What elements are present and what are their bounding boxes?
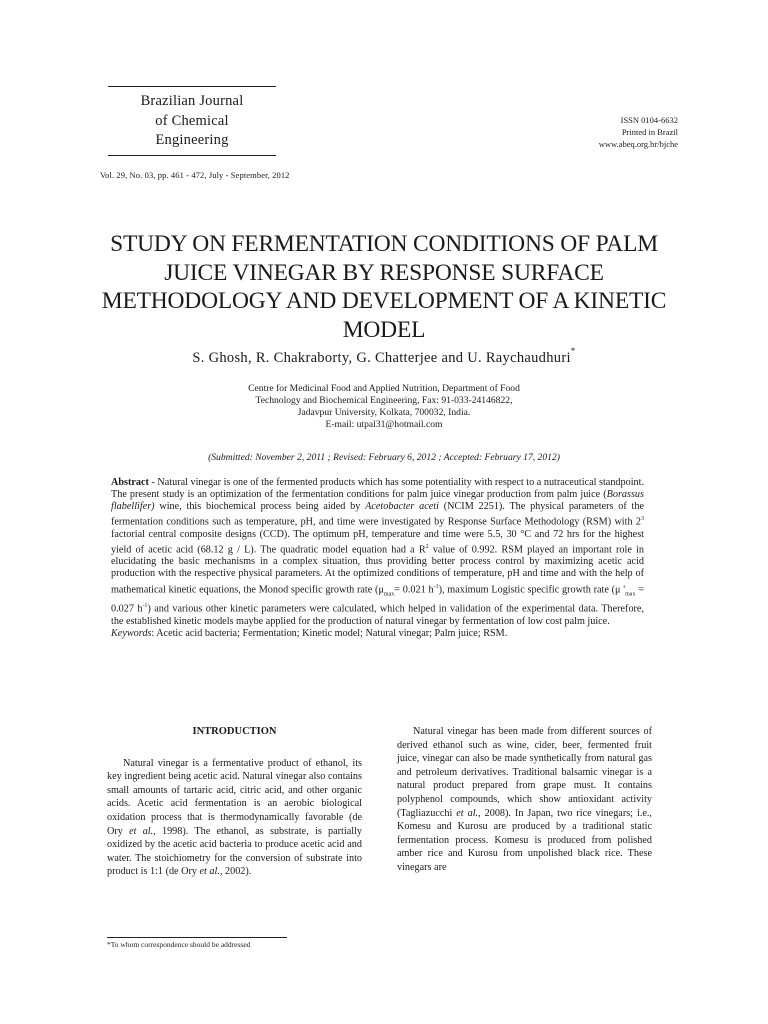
submission-dates: (Submitted: November 2, 2011 ; Revised: February 6, 2012 ; Accepted: February 17, 2012) bbox=[208, 452, 560, 463]
paragraph: Natural vinegar has been made from different sources of derived ethanol such as wine, cider, beer, fermented fruit juice, vinegar can also be made synthetically from natural gas and petroleum derivatives. Traditional balsamic vinegar is a natural product prepared from grape must. It contains polyphenol compounds, which show antioxidant activity (Tagliazucchi et al., 2008). In Japan, two rice vinegars; i.e., Komesu and Kurosu are produced by a traditional static fermentation process. Komesu is produced from polished amber rice and Kurosu from unpolished black rice. These vinegars are bbox=[397, 726, 652, 873]
abstract: Abstract - Natural vinegar is one of the fermented products which has some potentiality with respect to a nutraceutical standpoint. The present study is an optimization of the fermentation conditions for palm juice vinegar production from palm juice (Borassus flabellifer) wine, this biochemical process being aided by Acetobacter aceti (NCIM 2251). The physical parameters of the fermentation conditions such as temperature, pH, and time were investigated by Response Surface Methodology (RSM) with $2^3$ factorial central composite designs (CCD). The optimum pH, temperature and time were 5.5, 30 °C and 72 hrs for the highest yield of acetic acid (68.12 g / L). The quadratic model equation had a $R^2$ value of 0.992. RSM played an important role in elucidating the basic mechanisms in a complex situation, thus providing better process control by maximizing acetic acid production with the respective physical parameters. At the optimized conditions of temperature, pH and time and with the help of mathematical kinetic equations, the Monod specific growth rate ($\mu_{max}= 0.021$ $h^{-1}$), maximum Logistic specific growth rate (μ '$_{max} = 0.027$ $h^{-1}$) and various other kinetic parameters were calculated, which helped in validation of the experimental data. Therefore, the established kinetic models maybe applied for the production of natural vinegar by fermentation of low cost palm juice. Keywords: Acetic acid bacteria; Fermentation; Kinetic model; Natural vinegar; Palm juice; RSM. bbox=[111, 477, 645, 639]
volume-line: Vol. 29, No. 03, pp. 461 - 472, July - September, 2012 bbox=[100, 170, 290, 180]
journal-url[interactable]: www.abeq.org.br/bjche bbox=[598, 139, 678, 149]
footnote-rule bbox=[107, 937, 287, 938]
printed-in: Printed in Brazil bbox=[621, 127, 678, 137]
authors: S. Ghosh, R. Chakraborty, G. Chatterjee and U. Raychaudhuri* bbox=[192, 346, 576, 366]
journal-masthead bbox=[108, 86, 276, 156]
section-heading-introduction: INTRODUCTION bbox=[192, 726, 277, 737]
journal-name: Brazilian Journal of Chemical Engineering bbox=[140, 93, 244, 148]
keywords-label: Keywords bbox=[111, 627, 152, 639]
keywords: : Acetic acid bacteria; Fermentation; Kinetic model; Natural vinegar; Palm juice; RSM. bbox=[151, 627, 508, 639]
corresponding-mark: * bbox=[570, 346, 576, 356]
left-column bbox=[107, 725, 362, 879]
abstract-label: Abstract bbox=[111, 477, 149, 488]
right-column bbox=[397, 725, 652, 875]
journal-info bbox=[599, 114, 678, 150]
masthead-bottom-rule bbox=[108, 155, 276, 156]
paragraph: Natural vinegar is a fermentative product of ethanol, its key ingredient being acetic acid. Natural vinegar also contains small amounts of tartaric acid, citric acid, and other organic acids. Acetic acid fermentation is an aerobic biological oxidation process that is thermodynamically favorable (de Ory et al., 1998). The ethanol, as substrate, is partially oxidized by the acetic acid bacteria to produce acetic acid and water. The stoichiometry for the conversion of substrate into product is 1:1 (de Ory et al., 2002). bbox=[107, 757, 362, 878]
article-title: STUDY ON FERMENTATION CONDITIONS OF PALM JUICE VINEGAR BY RESPONSE SURFACE METHODOLOGY AND DEVELOPMENT OF A KINETIC MODEL bbox=[101, 231, 667, 343]
email[interactable]: E-mail: utpal31@hotmail.com bbox=[325, 419, 443, 430]
footnote: *To whom correspondence should be addressed bbox=[107, 940, 251, 949]
issn: ISSN 0104-6632 bbox=[620, 115, 678, 125]
affiliation: Centre for Medicinal Food and Applied Nutrition, Department of Food Technology and Biochemical Engineering, Fax: 91-033-24146822, Jadavpur University, Kolkata, 700032, India. E-mail: utpal31@hotmail.com bbox=[150, 383, 618, 431]
